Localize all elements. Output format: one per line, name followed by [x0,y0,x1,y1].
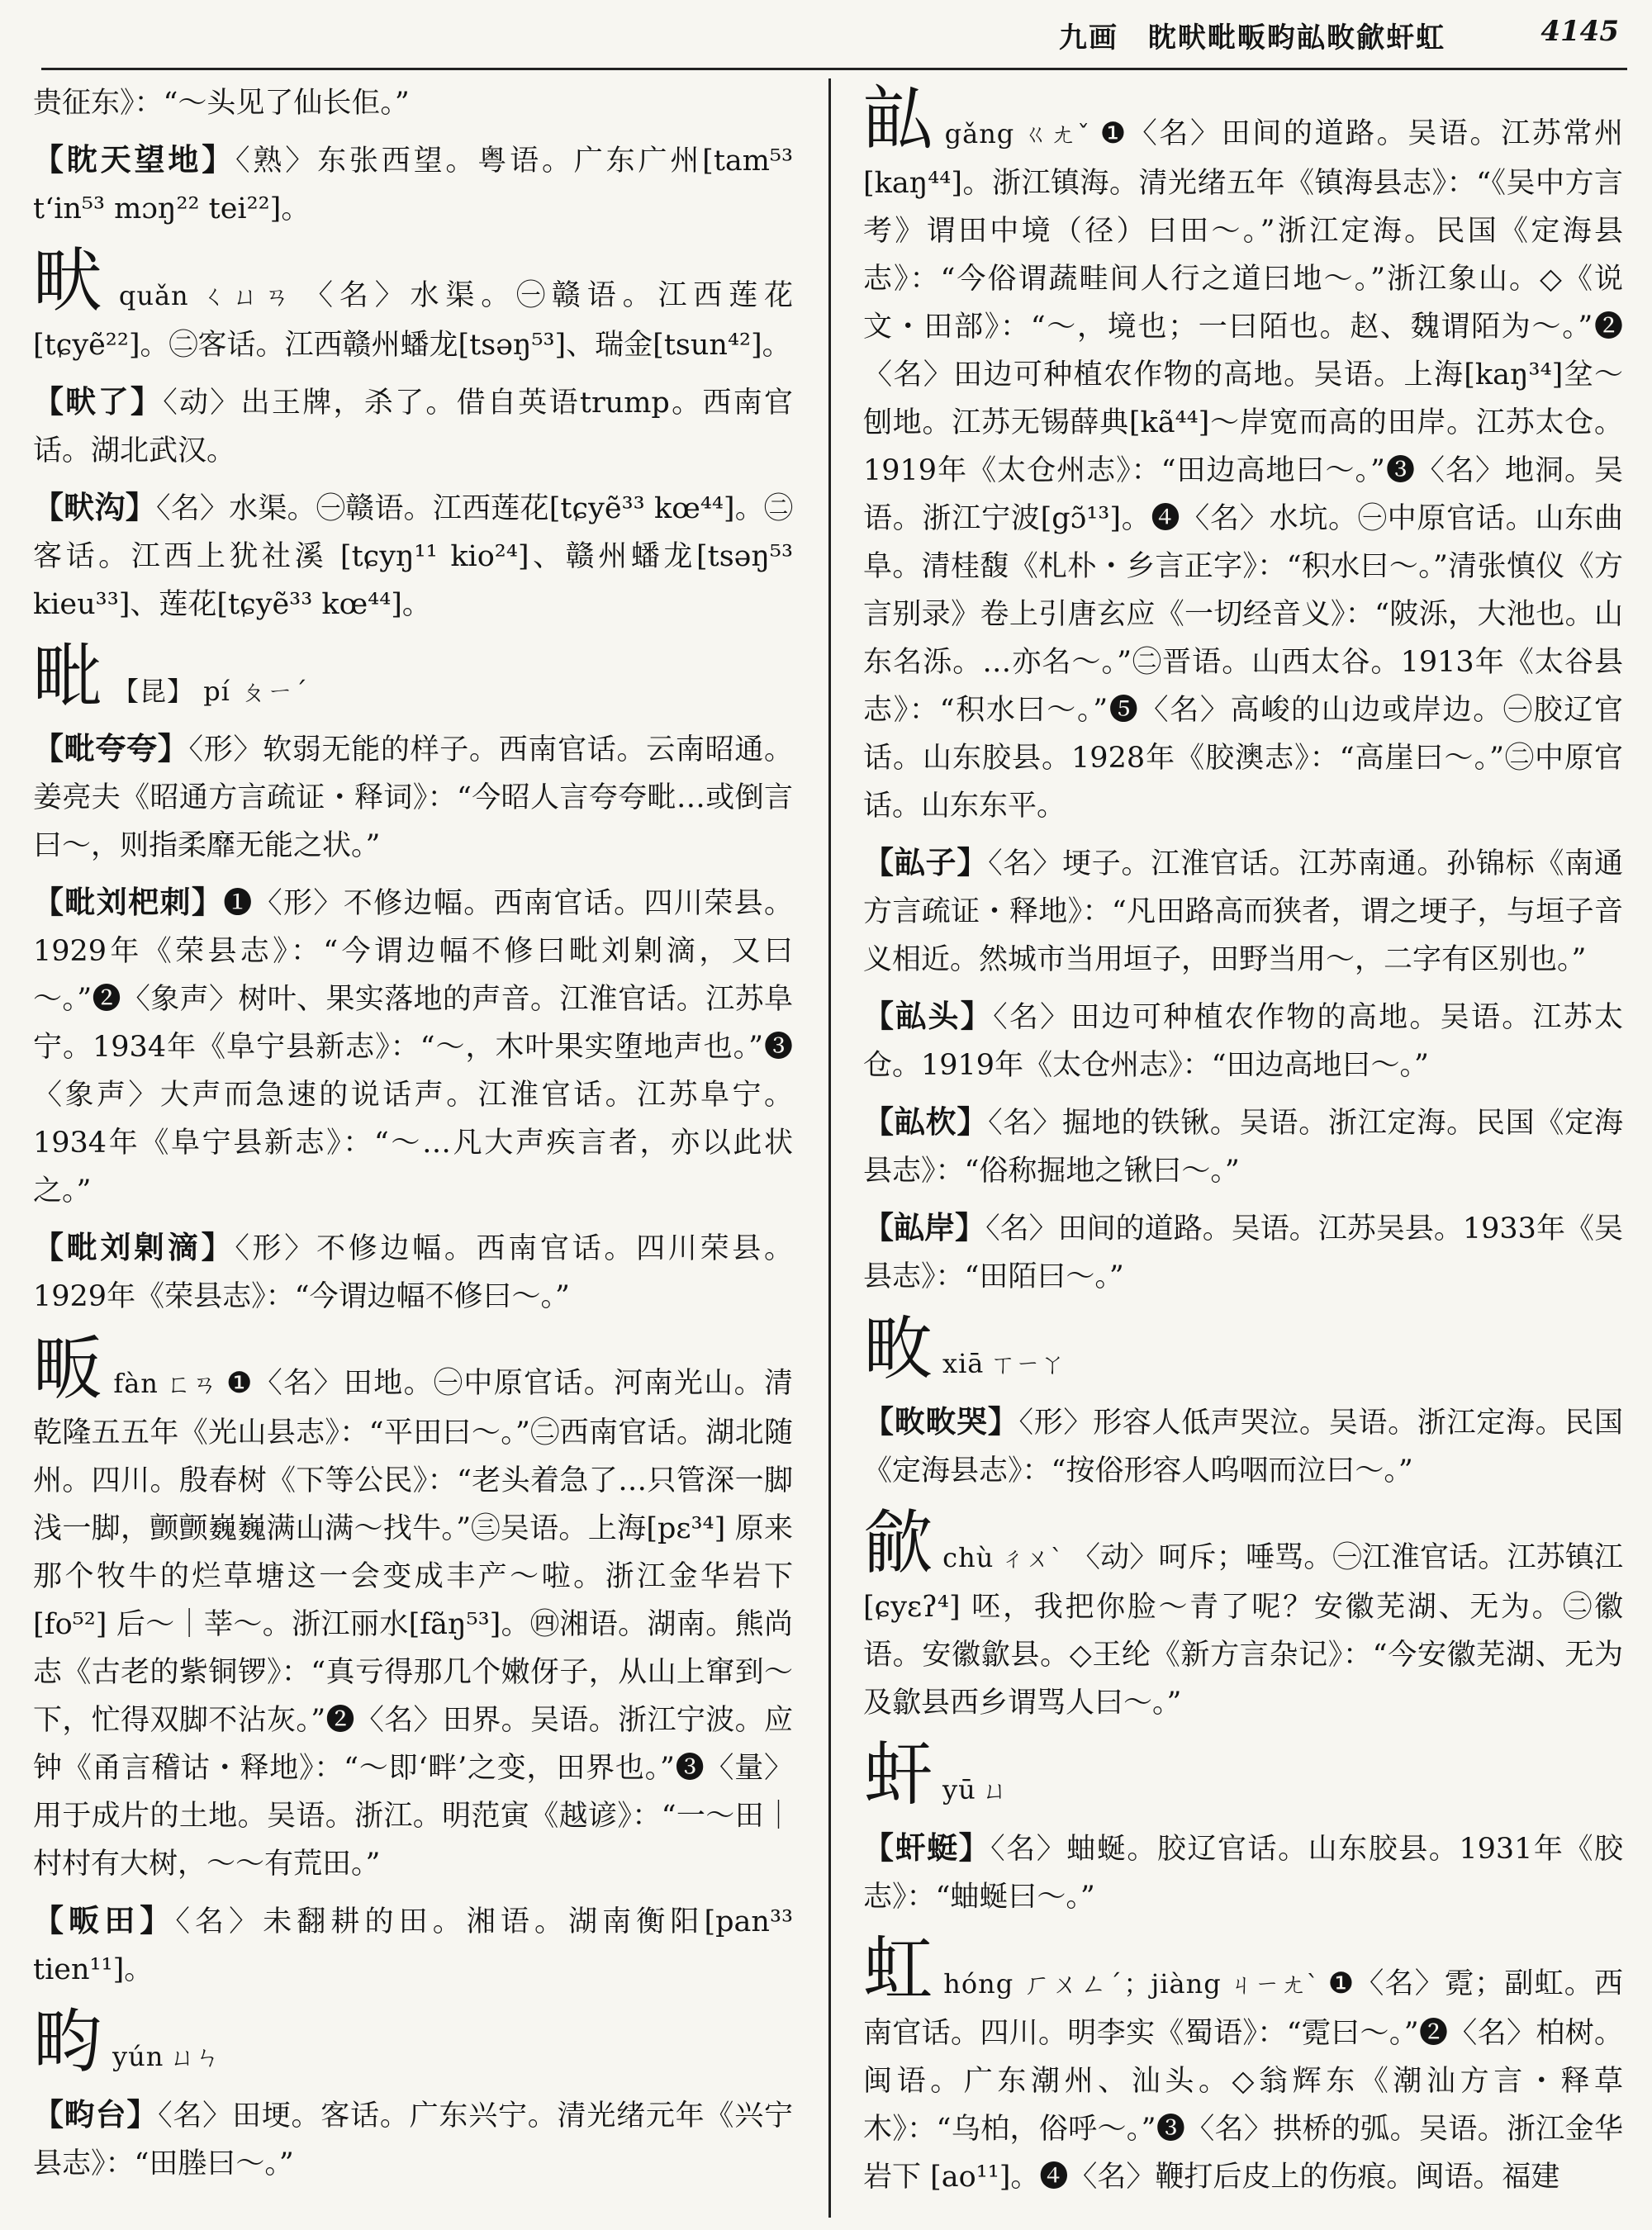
page-header [0,0,1652,73]
pinyin: hóng ㄏㄨㄥˊ；jiàng [943,1968,1222,2000]
entry-headword: 【畆杴】 [863,1103,989,1140]
pinyin: yún [112,2041,164,2072]
entry-definition: 〈名〉掘地的铁锹。吴语。浙江定海。民国《定海县志》：“俗称掘地之锹曰～。” [863,1107,1623,1188]
entry-yu [863,1735,1623,1815]
entry-definition: 〈名〉水渠。㊀赣语。江西莲花[tɕyẽ³³ kœ⁴⁴]。㊁客话。江西上犹社溪 [tɕyŋ¹¹ kio²⁴]、赣州蟠龙[tsəŋ⁵³ kieu³³]、莲花[tɕyẽ³³ kœ⁴⁴]。 [33,492,793,621]
zhuyin: ㄍㄤˇ [1021,121,1092,149]
zhuyin: ㄈㄢ [164,1370,219,1399]
pinyin: xiā [942,1348,985,1379]
entry-gang-tou [863,992,1623,1089]
entry-chu [863,1503,1623,1727]
entry-headword: 【虷蜓】 [863,1829,991,1866]
head-character: 畆 [863,79,935,159]
header-title: 九画 眈畎毗畈畇畆畋歈虷虹 [1059,21,1446,55]
entry-headword: 【畎了】 [33,383,164,420]
entry-hong [863,1929,1623,2201]
pinyin: chù [942,1542,995,1573]
right-column [863,79,1623,2210]
entry-definition: 〈形〉软弱无能的样子。西南官话。云南昭通。姜亮夫《昭通方言疏证・释词》：“今昭人言夸夸毗…或倒言曰～，则指柔靡无能之状。” [33,733,793,862]
entry-definition: 〈名〉田埂。客话。广东兴宁。清光绪元年《兴宁县志》：“田塍曰～。” [33,2100,793,2180]
head-character: 畇 [33,2001,103,2082]
page-number: 4145 [1540,15,1619,48]
entry-definition: 〈名〉水渠。㊀赣语。江西莲花[tɕyẽ²²]。㊁客话。江西赣州蟠龙[tsəŋ⁵³]、瑞金[tsun⁴²]。 [33,279,793,362]
entry-definition: 〈熟〉东张西望。粤语。广东广州[tam⁵³ tʻin⁵³ mɔŋ²² tei²²]。 [33,145,793,225]
entry-pi-liu-di-di [33,1223,793,1321]
head-character: 畈 [33,1328,104,1409]
entry-definition: ❶〈名〉霓；副虹。西南官话。四川。明李实《蜀语》：“霓曰～。”❷〈名〉柏树。闽语。广东潮州、汕头。◇翁辉东《潮汕方言・释草木》：“乌柏，俗呼～。”❸〈名〉拱桥的弧。吴语。浙江金华岩下 [ao¹¹]。❹〈名〉鞭打后皮上的伤痕。闽语。福建 [863,1967,1623,2194]
entry-definition: 〈名〉埂子。江淮官话。江苏南通。孙锦标《南通方言疏证・释地》：“凡田路高而狭者，谓之埂子，与垣子音义相近。然城市当用垣子，田野当用～，二字有区别也。” [863,847,1623,976]
head-character: 虷 [863,1734,933,1815]
entry-pi-kua-kua [33,724,793,870]
entry-yu-ting [863,1824,1623,1921]
entry-fan-tian [33,1896,793,1994]
entry-definition: 〈形〉不修边幅。西南官话。四川荣县。1929年《荣县志》：“今谓边幅不修曰～。” [33,1232,793,1313]
entry-quan-le [33,377,793,475]
pinyin: yū [942,1774,976,1805]
zhuyin: ㄔㄨˋ [1000,1544,1063,1573]
entry-definition: ❶〈形〉不修边幅。西南官话。四川荣县。1929年《荣县志》：“今谓边幅不修曰毗刘㓷滴，又曰～。”❷〈象声〉树叶、果实落地的声音。江淮官话。江苏阜宁。1934年《阜宁县新志》：“～，木叶果实堕地声也。”❸〈象声〉大声而急速的说话声。江淮官话。江苏阜宁。1934年《阜宁县新志》：“～…凡大声疾言者，亦以此状之。” [33,887,793,1208]
entry-xia [863,1309,1623,1389]
zhuyin: ㄩㄣ [170,2043,221,2072]
entry-definition: 〈名〉未翻耕的田。湘语。湖南衡阳[pan³³ tien¹¹]。 [33,1905,793,1986]
entry-definition: ❶〈名〉田地。㊀中原官话。河南光山。清乾隆五五年《光山县志》：“平田曰～。”㊁西南官话。湖北随州。四川。殷春树《下等公民》：“老头着急了…只管深一脚浅一脚，颤颤巍巍满山满～找牛。”㊂吴语。上海[pɛ³⁴] 原来那个牧牛的烂草塘这一会变成丰产～啦。浙江金华岩下 [fo⁵²] 后～｜莘～。浙江丽水[fãŋ⁵³]。㊃湘语。湖南。熊尚志《古老的紫铜锣》：“真亏得那几个嫩伢子，从山上窜到～下，忙得双脚不沾灰。”❷〈名〉田界。吴语。浙江宁波。应钟《甬言稽诂・释地》：“～即‘畔’之变，田界也。”❸〈量〉用于成片的土地。吴语。浙江。明范寅《越谚》：“一～田｜村村有大树，～～有荒田。” [33,1367,793,1881]
entry-headword: 【毗夸夸】 [33,730,189,766]
pinyin: 【昆】 pí ㄆㄧˊ [112,676,309,707]
head-character: 畋 [863,1308,933,1389]
pinyin: quǎn [118,280,189,311]
entry-definition: 〈动〉呵斥；唾骂。㊀江淮官话。江苏镇江[ɕyɛʔ⁴] 呸，我把你脸～青了呢？安徽芜湖、无为。㊁徽语。安徽歙县。◇王纶《新方言杂记》：“今安徽芜湖、无为及歙县西乡谓骂人曰～。” [863,1541,1623,1720]
entry-quan [33,241,793,369]
entry-headword: 【畆岸】 [863,1209,986,1245]
entry-gang [863,79,1623,830]
entry-gang-zi [863,838,1623,984]
entry-gang-xian [863,1098,1623,1195]
column-divider [828,78,831,2218]
continued-text: 贵征东》：“～头见了仙长佢。” [33,87,410,120]
left-column [33,79,793,2210]
head-character: 畎 [33,240,109,321]
entry-definition: 〈名〉田间的道路。吴语。江苏吴县。1933年《吴县志》：“田陌曰～。” [863,1212,1623,1293]
zhuyin: ㄒㄧㄚ [990,1350,1066,1379]
entry-headword: 【眈天望地】 [33,141,236,178]
head-character: 虹 [863,1929,934,2009]
entry-definition: 〈名〉蚰蜒。胶辽官话。山东胶县。1931年《胶志》：“蚰蜒曰～。” [863,1833,1623,1914]
entry-yun-tai [33,2090,793,2188]
zhuyin: ㄐㄧㄤˋ [1227,1971,1320,2000]
zhuyin: ㄩ [982,1777,1008,1805]
head-character: 歈 [863,1502,933,1583]
header-rule [41,68,1627,70]
entry-xia-xia-ku [863,1397,1623,1495]
entry-quan-gou [33,483,793,629]
entry-headword: 【畋畋哭】 [863,1403,1019,1440]
entry-fan [33,1329,793,1888]
entry-pi-liu-ba-ci [33,878,793,1215]
pinyin: fàn [113,1368,159,1399]
entry-headword: 【毗刘杷刺】 [33,884,224,920]
entry-headword: 【畇台】 [33,2096,159,2133]
entry-definition: 〈名〉田边可种植农作物的高地。吴语。江苏太仓。1919年《太仓州志》：“田边高地曰～。” [863,1001,1623,1082]
entry-headword: 【毗刘㓷滴】 [33,1229,235,1265]
entry-headword: 【畆头】 [863,998,994,1034]
pinyin: gǎng [944,118,1015,149]
entry-pi [33,637,793,716]
head-character: 毗 [33,636,103,717]
entry-gang-an [863,1203,1623,1301]
entry-dan-tian-wang-di [33,135,793,233]
entry-yun [33,2002,793,2082]
entry-headword: 【畎沟】 [33,489,156,525]
entry-definition: 〈形〉形容人低声哭泣。吴语。浙江定海。民国《定海县志》：“按俗形容人呜咽而泣曰～。” [863,1407,1623,1487]
entry-headword: 【畆子】 [863,844,989,880]
entry-definition: 〈动〉出王牌，杀了。借自英语trump。西南官话。湖北武汉。 [33,387,793,467]
zhuyin: ㄑㄩㄢ [195,282,297,311]
entry-definition: ❶〈名〉田间的道路。吴语。江苏常州[kaŋ⁴⁴]。浙江镇海。清光绪五年《镇海县志》：“《吴中方言考》谓田中境（径）曰田～。”浙江定海。民国《定海县志》：“今俗谓蔬畦间人行之道曰地～。”浙江象山。◇《说文・田部》：“～，境也；一曰陌也。赵、魏谓陌为～。”❷〈名〉田边可种植农作物的高地。吴语。上海[kaŋ³⁴]坌～刨地。江苏无锡薛典[kã⁴⁴]～岸宽而高的田岸。江苏太仓。1919年《太仓州志》：“田边高地曰～。”❸〈名〉地洞。吴语。浙江宁波[gɔ̃¹³]。❹〈名〉水坑。㊀中原官话。山东曲阜。清桂馥《札朴・乡言正字》：“积水曰～。”清张慎仪《方言别录》卷上引唐玄应《一切经音义》：“陂泺，大池也。山东名泺。…亦名～。”㊁晋语。山西太谷。1913年《太谷县志》：“积水曰～。”❺〈名〉高峻的山边或岸边。㊀胶辽官话。山东胶县。1928年《胶澳志》：“高崖曰～。”㊁中原官话。山东东平。 [863,117,1623,823]
entry-headword: 【畈田】 [33,1902,176,1938]
